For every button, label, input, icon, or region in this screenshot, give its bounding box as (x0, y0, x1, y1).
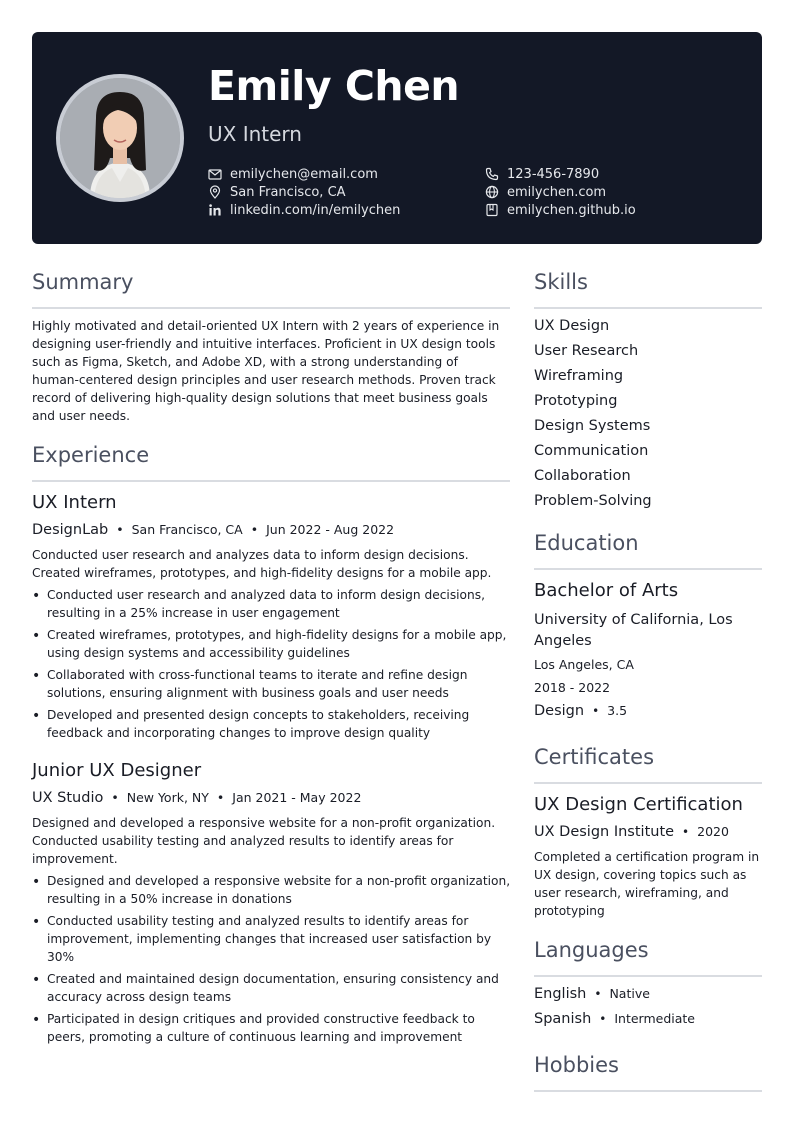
contact-website[interactable] (485, 183, 606, 201)
bullet-item (32, 586, 512, 622)
bullet-line: peers, promoting a culture of continuous learning and improvement (47, 1030, 463, 1044)
job-description-line: improvement. (32, 852, 118, 866)
summary-line: human-centered design principles and user research methods. Proven track (32, 373, 496, 387)
bullet-line: • Conducted usability testing and analyzed results to identify areas for (47, 914, 469, 928)
map-pin-icon (208, 185, 222, 199)
job-meta (32, 522, 394, 538)
bullet-line: • Developed and presented design concepts to stakeholders, receiving (47, 708, 470, 722)
bullet-line: solutions, ensuring alignment with business goals and user needs (47, 686, 449, 700)
meta-separator: • (111, 790, 119, 805)
contact-github-text: emilychen.github.io (507, 202, 636, 218)
bullet-line: • Designed and developed a responsive website for a non-profit organization, (47, 874, 511, 888)
skills-divider (534, 307, 762, 309)
skill-item: UX Design (534, 318, 610, 334)
summary-line: and user needs. (32, 409, 130, 423)
meta-separator: • (594, 987, 602, 1001)
certificate-issuer: UX Design Institute (534, 824, 675, 840)
hobbies-heading: Hobbies (534, 1053, 619, 1077)
contact-github[interactable] (485, 201, 636, 219)
bullet-item (32, 970, 512, 1006)
meta-separator: • (599, 1012, 607, 1026)
bullet-line: 30% (47, 950, 75, 964)
job-title: UX Intern (32, 492, 117, 513)
meta-separator: • (216, 790, 225, 805)
summary-heading: Summary (32, 270, 134, 294)
language-item (534, 986, 650, 1002)
language-level: Native (609, 986, 650, 1001)
languages-heading: Languages (534, 938, 649, 962)
bullet-line: • Participated in design critiques and provided constructive feedback to (47, 1012, 475, 1026)
contact-linkedin[interactable] (208, 201, 400, 219)
summary-line: Highly motivated and detail-oriented UX Intern with 2 years of experience in (32, 319, 500, 333)
profile-photo (56, 74, 184, 202)
education-school-line: University of California, Los (534, 612, 733, 628)
bullet-line: • Conducted user research and analyzed data to inform design decisions, (47, 588, 485, 602)
skills-heading: Skills (534, 270, 588, 294)
education-school (534, 610, 762, 652)
bullet-line: accuracy across design teams (47, 990, 232, 1004)
profile-photo-illustration (60, 78, 180, 198)
job-company: UX Studio (32, 790, 104, 806)
education-field-gpa (534, 703, 627, 719)
bullet-item (32, 1010, 512, 1046)
job-description-line: Conducted user research and analyzes data to inform design decisions. (32, 548, 469, 562)
contact-website-text: emilychen.com (507, 184, 607, 200)
bullet-line: • Created and maintained design documentation, ensuring consistency and (47, 972, 499, 986)
header-banner (32, 32, 762, 244)
bullet-line: • Created wireframes, prototypes, and high-fidelity designs for a mobile app, (47, 628, 507, 642)
certificate-description-line: user research, wireframing, and (534, 886, 729, 900)
skill-item: Problem-Solving (534, 493, 652, 509)
language-item (534, 1011, 695, 1027)
job-bullets (32, 586, 512, 746)
education-field: Design (534, 703, 585, 719)
summary-line: record of delivering high-quality design solutions that meet business goals (32, 391, 488, 405)
candidate-name: Emily Chen (208, 62, 460, 110)
certificate-year: 2020 (697, 824, 729, 839)
job-description-line: Conducted usability testing and analyzed results to identify areas for (32, 834, 454, 848)
certificate-description-line: prototyping (534, 904, 605, 918)
contact-location (208, 183, 346, 201)
job-description-line: Designed and developed a responsive website for a non-profit organization. (32, 816, 496, 830)
education-heading: Education (534, 531, 639, 555)
bullet-line: resulting in a 50% increase in donations (47, 892, 292, 906)
job-company: DesignLab (32, 522, 109, 538)
bullet-item (32, 912, 512, 966)
meta-separator: • (116, 522, 124, 537)
globe-icon (485, 185, 499, 199)
skill-item: Collaboration (534, 468, 631, 484)
certificates-heading: Certificates (534, 745, 655, 769)
experience-divider (32, 480, 510, 482)
languages-divider (534, 975, 762, 977)
summary-line: designing user-friendly and intuitive interfaces. Proficient in UX design tools (32, 337, 496, 351)
education-gpa: 3.5 (607, 703, 628, 718)
linkedin-icon (208, 203, 222, 217)
contact-phone-text: 123-456-7890 (507, 166, 600, 182)
bullet-line: improvement, implementing changes that increased user satisfaction by (47, 932, 492, 946)
phone-icon (485, 167, 499, 181)
bookmark-icon (485, 203, 499, 217)
job-location: New York, NY (126, 790, 209, 805)
certificates-divider (534, 782, 762, 784)
summary-line: such as Figma, Sketch, and Adobe XD, with a strong understanding of (32, 355, 458, 369)
certificate-description-line: UX design, covering topics such as (534, 868, 747, 882)
meta-separator: • (250, 522, 259, 537)
skill-item: Wireframing (534, 368, 624, 384)
bullet-line: resulting in a 25% increase in user engagement (47, 606, 340, 620)
job-description-line: Created wireframes, prototypes, and high-fidelity designs for a mobile app. (32, 566, 492, 580)
summary-text (32, 317, 512, 425)
language-level: Intermediate (614, 1011, 695, 1026)
education-dates: 2018 - 2022 (534, 680, 611, 695)
meta-separator: • (592, 704, 600, 718)
bullet-line: • Collaborated with cross-functional teams to iterate and refine design (47, 668, 468, 682)
contact-email-text: emilychen@email.com (230, 166, 378, 182)
bullet-line: feedback and incorporating changes to improve design quality (47, 726, 431, 740)
bullet-item (32, 872, 512, 908)
certificate-description (534, 848, 766, 920)
experience-heading: Experience (32, 443, 150, 467)
meta-separator: • (682, 825, 690, 839)
bullet-line: using design systems and accessibility guidelines (47, 646, 350, 660)
education-divider (534, 568, 762, 570)
job-meta (32, 790, 361, 806)
certificate-description-line: Completed a certification program in (534, 850, 760, 864)
contact-email[interactable] (208, 165, 378, 183)
job-dates: Jun 2022 - Aug 2022 (266, 522, 395, 537)
skill-item: Design Systems (534, 418, 651, 434)
bullet-item (32, 626, 512, 662)
certificate-name: UX Design Certification (534, 794, 743, 815)
skill-item: Communication (534, 443, 649, 459)
contact-phone[interactable] (485, 165, 599, 183)
certificate-meta (534, 824, 729, 840)
bullet-item (32, 666, 512, 702)
language-name: English (534, 986, 587, 1002)
language-name: Spanish (534, 1011, 592, 1027)
job-dates: Jan 2021 - May 2022 (232, 790, 362, 805)
candidate-title: UX Intern (208, 122, 302, 146)
job-description (32, 546, 512, 582)
mail-icon (208, 167, 222, 181)
bullet-item (32, 706, 512, 742)
hobbies-divider (534, 1090, 762, 1092)
skill-item: User Research (534, 343, 639, 359)
job-title: Junior UX Designer (32, 760, 202, 781)
job-bullets (32, 872, 512, 1050)
skill-item: Prototyping (534, 393, 618, 409)
contact-linkedin-text: linkedin.com/in/emilychen (230, 202, 401, 218)
job-location: San Francisco, CA (131, 522, 243, 537)
education-school-line: Angeles (534, 633, 592, 649)
education-location: Los Angeles, CA (534, 657, 634, 672)
contact-location-text: San Francisco, CA (230, 184, 346, 200)
education-degree: Bachelor of Arts (534, 580, 679, 601)
job-description (32, 814, 512, 868)
summary-divider (32, 307, 510, 309)
